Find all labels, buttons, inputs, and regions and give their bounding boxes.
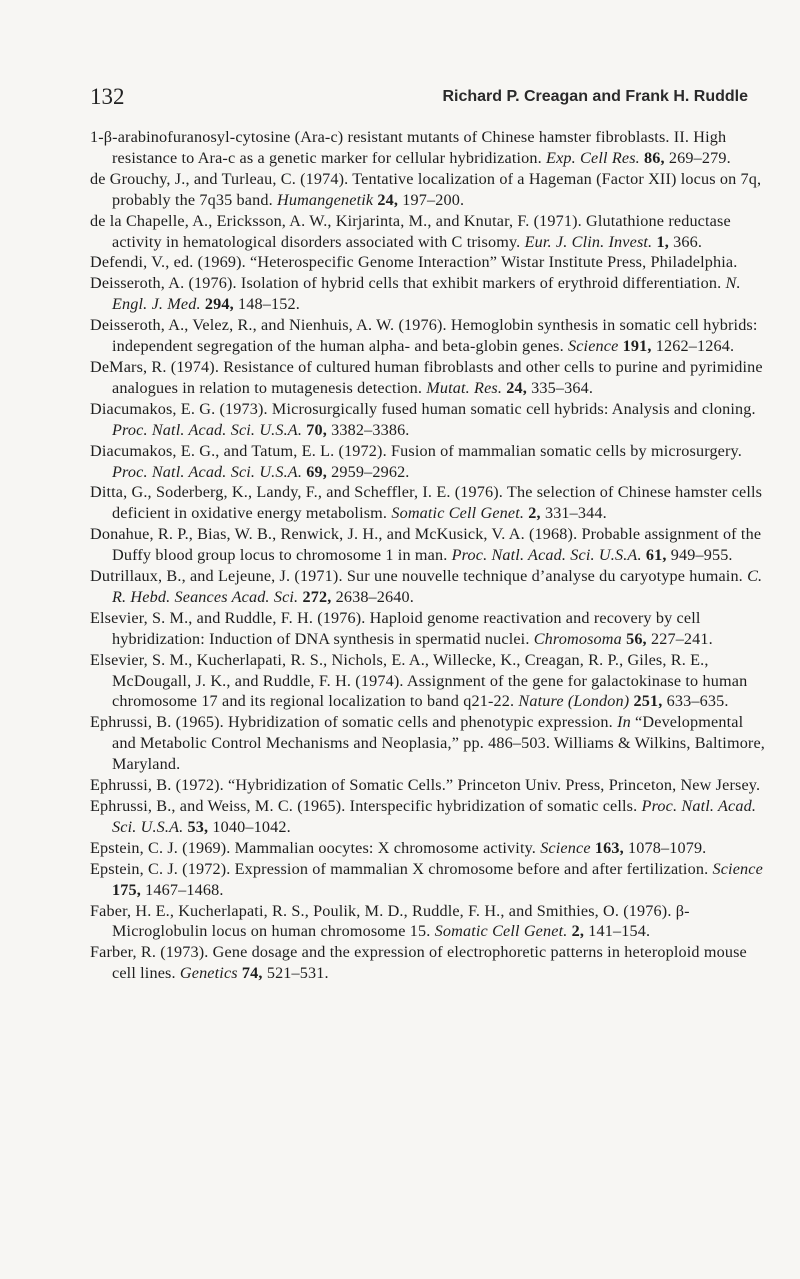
reference-entry <box>90 796 770 838</box>
page-range: 366. <box>668 232 703 251</box>
volume-number: 2, <box>567 922 585 941</box>
journal-name: Science <box>712 859 763 878</box>
reference-text: Ephrussi, B. (1972). “Hybridization of Somatic Cells.” Princeton Univ. Press, Princeton, New Jersey. <box>90 776 761 795</box>
page-range: 633–635. <box>662 692 729 711</box>
reference-text: Deisseroth, A. (1976). Isolation of hybrid cells that exhibit markers of erythroid differentiation. <box>90 274 726 293</box>
reference-text: de Grouchy, J., and Turleau, C. (1974). Tentative localization of a Hageman (Factor XII) locus on 7q, probably the 7q35 band. <box>90 169 762 209</box>
journal-name: Eur. J. Clin. Invest. <box>524 232 653 251</box>
page-range: 949–955. <box>666 546 733 565</box>
reference-entry <box>90 315 770 357</box>
page-range: 2638–2640. <box>331 587 414 606</box>
reference-entry <box>90 357 770 399</box>
journal-name: Humangenetik <box>277 190 374 209</box>
page-range: 521–531. <box>262 964 329 983</box>
page-range: 1040–1042. <box>208 817 291 836</box>
volume-number: 175, <box>112 880 141 899</box>
page-range: 141–154. <box>584 922 651 941</box>
reference-text: 1-β-arabinofuranosyl-cytosine (Ara-c) resistant mutants of Chinese hamster fibroblasts. II. High resistance to Ara-c as a genetic marker for cellular hybridization. <box>90 128 727 167</box>
page-range: 1262–1264. <box>651 337 735 356</box>
journal-name: Genetics <box>179 964 238 983</box>
journal-name: Proc. Natl. Acad. Sci. U.S.A. <box>112 420 303 439</box>
volume-number: 294, <box>200 295 234 314</box>
journal-name: Nature (London) <box>518 692 630 711</box>
volume-number: 53, <box>183 817 209 836</box>
reference-entry <box>90 441 770 483</box>
volume-number: 191, <box>618 337 652 356</box>
journal-name: Somatic Cell Genet. <box>434 922 568 941</box>
page-number: 132 <box>90 84 125 109</box>
reference-text: Farber, R. (1973). Gene dosage and the expression of electrophoretic patterns in heteroploid mouse cell lines. <box>90 943 747 983</box>
reference-entry <box>90 524 770 566</box>
reference-entry <box>90 399 770 441</box>
volume-number: 61, <box>641 546 667 565</box>
volume-number: 272, <box>298 587 332 606</box>
volume-number: 24, <box>502 378 527 397</box>
reference-entry <box>90 838 770 859</box>
reference-text: Elsevier, S. M., Kucherlapati, R. S., Nichols, E. A., Willecke, K., Creagan, R. P., Giles, R. E., McDougall, J. K., and Ruddle, F. H. (1974). Assignment of the gene for galactokinase to human chromosome 17 and its regional localization to band q21-22. <box>90 650 748 711</box>
page-range: 3382–3386. <box>326 420 410 439</box>
reference-text: Elsevier, S. M., and Ruddle, F. H. (1976). Haploid genome reactivation and recovery by cell hybridization: Induction of DNA synthesis in spermatid nuclei. <box>90 608 701 648</box>
volume-number: 251, <box>629 692 663 711</box>
volume-number: 56, <box>621 629 647 648</box>
reference-entry <box>90 127 770 169</box>
volume-number: 70, <box>302 420 327 439</box>
reference-text: Donahue, R. P., Bias, W. B., Renwick, J. H., and McKusick, V. A. (1968). Probable assignment of the Duffy blood group locus to chromosome 1 in man. <box>90 525 762 565</box>
page-range: “Developmental and Metabolic Control Mechanisms and Neoplasia,” pp. 486–503. Williams & Wilkins, Baltimore, Maryland. <box>112 713 766 774</box>
reference-text: Epstein, C. J. (1972). Expression of mammalian X chromosome before and after fertilization. <box>90 859 713 878</box>
reference-text: Diacumakos, E. G. (1973). Microsurgically fused human somatic cell hybrids: Analysis and cloning. <box>90 399 756 418</box>
reference-text: Ephrussi, B. (1965). Hybridization of somatic cells and phenotypic expression. <box>90 713 618 732</box>
page-range: 269–279. <box>664 148 731 167</box>
volume-number: 74, <box>237 964 263 983</box>
volume-number: 24, <box>373 190 399 209</box>
page-range: 331–344. <box>540 504 607 523</box>
reference-entry <box>90 211 770 253</box>
reference-text: Defendi, V., ed. (1969). “Heterospecific Genome Interaction” Wistar Institute Press, Philadelphia. <box>90 253 738 272</box>
reference-list <box>90 127 770 984</box>
journal-name: Exp. Cell Res. <box>546 148 640 167</box>
volume-number: 163, <box>590 838 624 857</box>
page-range: 227–241. <box>646 629 713 648</box>
reference-entry <box>90 901 770 943</box>
reference-entry <box>90 775 770 796</box>
journal-name: Proc. Natl. Acad. Sci. U.S.A. <box>451 546 642 565</box>
reference-entry <box>90 482 770 524</box>
page-range: 1467–1468. <box>140 880 224 899</box>
journal-name: C. R. Hebd. Seances Acad. Sci. <box>112 567 763 606</box>
reference-text: DeMars, R. (1974). Resistance of cultured human fibroblasts and other cells to purine and pyrimidine analogues in relation to mutagenesis detection. <box>90 357 763 397</box>
reference-entry <box>90 942 770 984</box>
journal-name: Mutat. Res. <box>426 378 503 397</box>
journal-name: In <box>617 713 631 732</box>
page-range: 1078–1079. <box>623 838 707 857</box>
page-header <box>90 84 748 116</box>
journal-name: Somatic Cell Genet. <box>391 504 525 523</box>
reference-text: Epstein, C. J. (1969). Mammalian oocytes: X chromosome activity. <box>90 838 541 857</box>
volume-number: 69, <box>302 462 327 481</box>
reference-text: Dutrillaux, B., and Lejeune, J. (1971). Sur une nouvelle technique d’analyse du caryotype humain. <box>90 567 748 586</box>
reference-entry <box>90 608 770 650</box>
reference-entry <box>90 859 770 901</box>
volume-number: 1, <box>652 232 669 251</box>
journal-name: Science <box>567 337 619 356</box>
page-range: 2959–2962. <box>326 462 410 481</box>
reference-text: Faber, H. E., Kucherlapati, R. S., Poulik, M. D., Ruddle, F. H., and Smithies, O. (1976). β-Microglobulin locus on human chromosome 15. <box>90 901 690 941</box>
journal-name: Proc. Natl. Acad. Sci. U.S.A. <box>112 797 757 836</box>
volume-number: 2, <box>524 504 541 523</box>
journal-name: N. Engl. J. Med. <box>112 274 741 314</box>
running-title: Richard P. Creagan and Frank H. Ruddle <box>442 88 748 105</box>
page-range: 197–200. <box>398 190 465 209</box>
page-range: 148–152. <box>233 295 300 314</box>
journal-name: Science <box>540 838 591 857</box>
reference-entry <box>90 169 770 211</box>
reference-entry <box>90 252 770 273</box>
reference-text: Ephrussi, B., and Weiss, M. C. (1965). Interspecific hybridization of somatic cells. <box>90 797 642 815</box>
journal-name: Proc. Natl. Acad. Sci. U.S.A. <box>112 462 303 481</box>
reference-entry <box>90 650 770 713</box>
reference-text: Deisseroth, A., Velez, R., and Nienhuis, A. W. (1976). Hemoglobin synthesis in somatic cell hybrids: independent segregation of the human alpha- and beta-globin genes. <box>90 316 758 356</box>
reference-text: Ditta, G., Soderberg, K., Landy, F., and Scheffler, I. E. (1976). The selection of Chinese hamster cells deficient in oxidative energy metabolism. <box>90 483 763 523</box>
volume-number: 86, <box>639 148 665 167</box>
reference-text: de la Chapelle, A., Ericksson, A. W., Kirjarinta, M., and Knutar, F. (1971). Glutathione reductase activity in hematological disorders associated with C trisomy. <box>90 211 731 251</box>
reference-entry <box>90 566 770 608</box>
reference-entry <box>90 273 770 315</box>
reference-entry <box>90 712 770 775</box>
reference-text: Diacumakos, E. G., and Tatum, E. L. (1972). Fusion of mammalian somatic cells by microsurgery. <box>90 441 742 460</box>
page-range: 335–364. <box>526 378 594 397</box>
journal-name: Chromosoma <box>533 629 622 648</box>
